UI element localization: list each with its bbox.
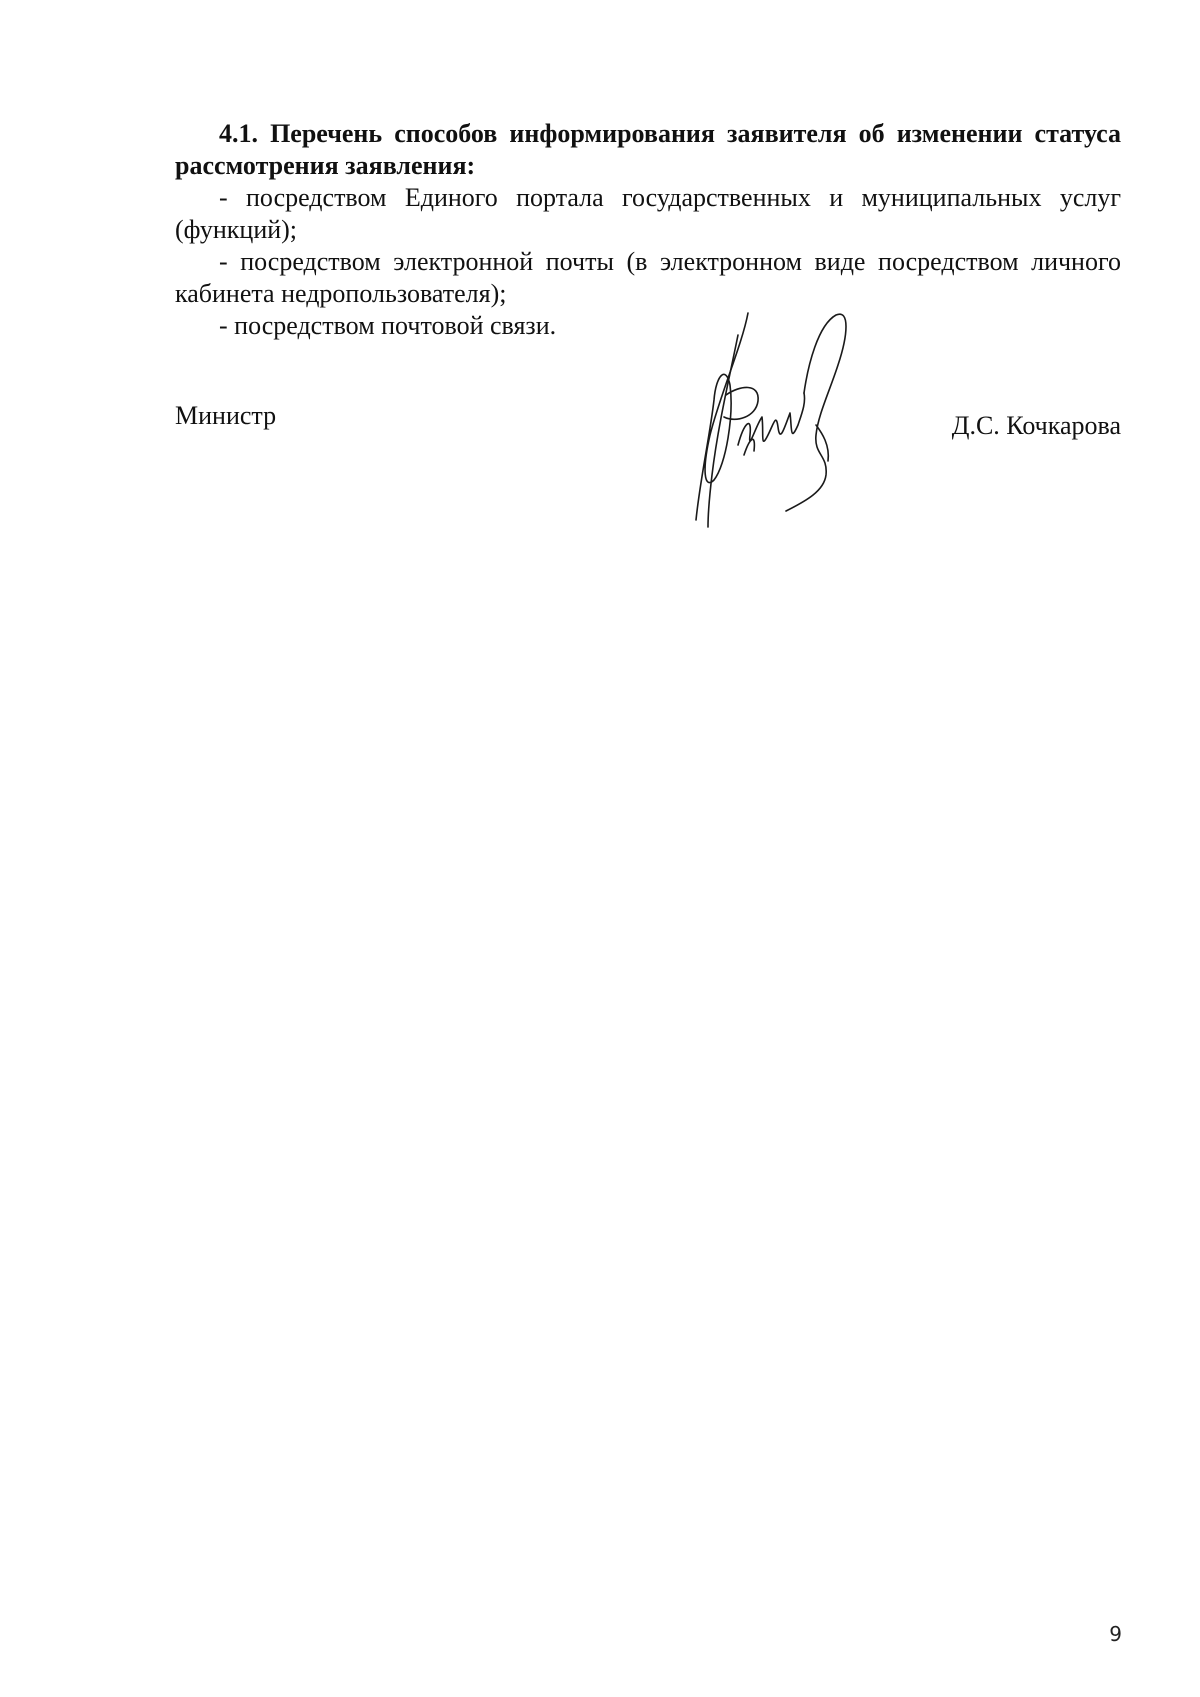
list-item: - посредством Единого портала государственных и муниципальных услуг (функций); [175, 183, 1121, 244]
section-4-1 [175, 118, 1121, 342]
section-heading-text: 4.1. Перечень способов информирования заявителя об изменении статуса рассмотрения заявления: [175, 119, 1121, 180]
section-heading [175, 118, 1121, 182]
signature-block [175, 400, 1121, 440]
signer-name: Д.С. Кочкарова [951, 411, 1121, 440]
page-number: 9 [1109, 1622, 1122, 1646]
signer-position: Министр [175, 401, 277, 430]
list-item: - посредством электронной почты (в электронном виде посредством личного кабинета недропользователя); [175, 247, 1121, 308]
handwritten-signature [690, 305, 880, 535]
list-item: - посредством почтовой связи. [219, 311, 557, 340]
